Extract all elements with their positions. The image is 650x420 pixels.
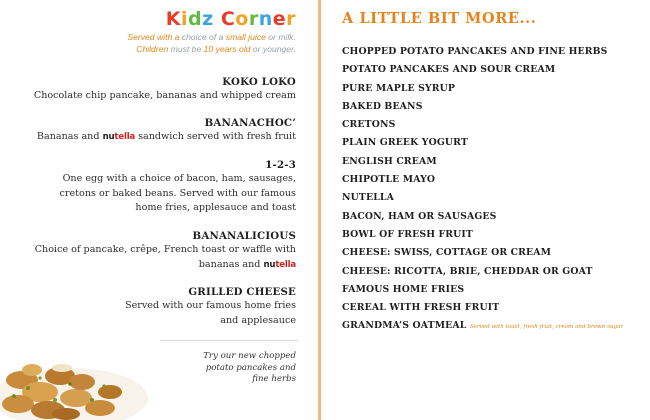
extras-list-item: NUTELLA <box>342 192 394 204</box>
section-title: A LITTLE BIT MORE... <box>342 10 537 27</box>
item-description-line: Served with our famous home fries <box>125 300 296 311</box>
extras-list-item: PLAIN GREEK YOGURT <box>342 137 468 149</box>
menu-item-bananalicious <box>35 230 296 272</box>
extras-list-item: ENGLISH CREAM <box>342 155 437 167</box>
item-description-line: and applesauce <box>220 314 296 326</box>
extras-list-item: BACON, HAM OR SAUSAGES <box>342 210 497 222</box>
item-description: Bananas and nutella sandwich served with fresh fruit <box>36 131 296 142</box>
extras-list-item: PURE MAPLE SYRUP <box>342 82 456 94</box>
item-name: GRILLED CHEESE <box>188 286 296 298</box>
title-letter: C <box>220 8 236 30</box>
nutella-logo: nutella <box>102 132 136 142</box>
extras-list-item: POTATO PANCAKES AND SOUR CREAM <box>342 64 556 76</box>
item-name: BANANACHOC’ <box>204 117 296 129</box>
extras-list-item: CHEESE: SWISS, COTTAGE OR CREAM <box>342 247 552 259</box>
oatmeal-name: GRANDMA’S OATMEAL <box>342 320 467 332</box>
title-letter: K <box>165 8 181 30</box>
title-letter: n <box>258 8 273 30</box>
kidz-corner-title <box>166 8 296 30</box>
item-description-line: One egg with a choice of bacon, ham, sausages, <box>62 173 296 184</box>
extras-list-item: CEREAL WITH FRESH FRUIT <box>342 302 500 314</box>
title-letter: z <box>202 8 214 30</box>
try-note: Try our new chopped potato pancakes and fine herbs <box>203 351 296 384</box>
menu-item-koko-loko <box>34 76 296 104</box>
item-description-line: cretons or baked beans. Served with our famous <box>59 187 296 199</box>
extras-list <box>342 43 623 337</box>
extras-list-item: CHEESE: RICOTTA, BRIE, CHEDDAR OR GOAT <box>342 265 593 277</box>
kidz-corner-section <box>0 0 318 420</box>
item-name: KOKO LOKO <box>222 76 296 88</box>
title-letter: r <box>286 8 296 30</box>
item-name: BANANALICIOUS <box>192 230 296 242</box>
section-divider <box>160 340 298 341</box>
menu-item-1-2-3 <box>60 159 296 216</box>
nutella-logo: nutella <box>263 259 296 270</box>
menu-item-grilled-cheese <box>125 286 296 328</box>
extras-list-item: BOWL OF FRESH FRUIT <box>342 228 473 240</box>
extras-list-item: CRETONS <box>342 119 396 131</box>
extras-list-item: FAMOUS HOME FRIES <box>342 283 465 295</box>
item-description-line: home fries, applesauce and toast <box>135 202 296 213</box>
menu-item-bananachoc <box>37 117 296 145</box>
potato-pancakes-photo <box>0 318 150 420</box>
title-letter: d <box>188 8 203 30</box>
extras-list-item: CHIPOTLE MAYO <box>342 174 436 186</box>
title-letter: o <box>235 8 249 30</box>
a-little-bit-more-section <box>321 0 650 420</box>
item-description-line: bananas and nutella <box>198 258 296 270</box>
kidz-corner-subtitle: Served with a choice of a small juice or milk. Children must be 10 years old or younger. <box>127 32 296 54</box>
extras-list-item-oatmeal <box>342 317 623 336</box>
title-letter <box>214 8 221 30</box>
title-letter: e <box>272 8 287 30</box>
extras-list-item: CHOPPED POTATO PANCAKES AND FINE HERBS <box>342 46 608 57</box>
title-letter: r <box>248 8 259 30</box>
oatmeal-note: Served with toast, fresh fruit, cream and brown sugar <box>469 324 624 331</box>
extras-list-item: BAKED BEANS <box>342 100 423 112</box>
item-description: Chocolate chip pancake, bananas and whipped cream <box>33 90 296 101</box>
item-description-line: Choice of pancake, crêpe, French toast or waffle with <box>34 244 296 255</box>
item-name: 1-2-3 <box>265 159 296 171</box>
title-letter: i <box>181 8 189 30</box>
